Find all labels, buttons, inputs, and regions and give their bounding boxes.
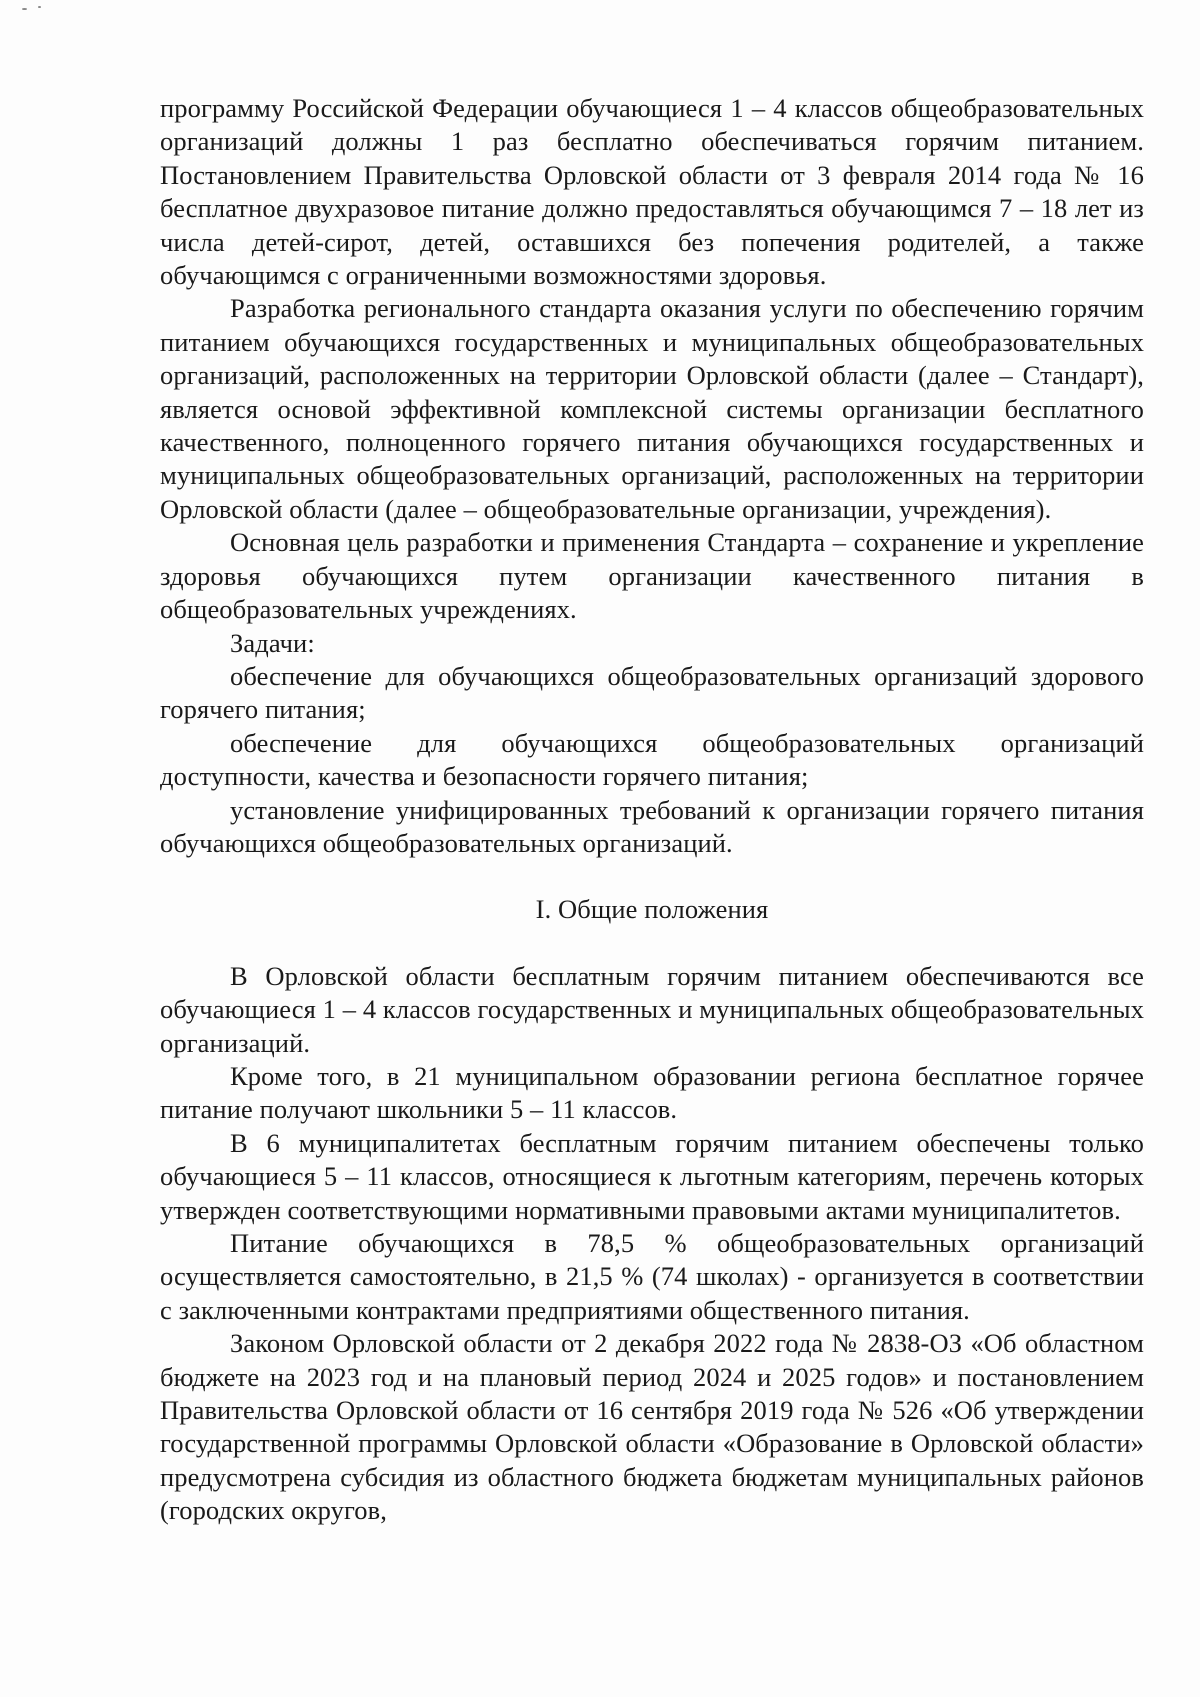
paragraph: Кроме того, в 21 муниципальном образовании региона бесплатное горячее питание получают школьники 5 – 11 классов. (160, 1060, 1144, 1125)
section-heading: I. Общие положения (535, 894, 769, 925)
paragraph: В Орловской области бесплатным горячим питанием обеспечиваются все обучающиеся 1 – 4 классов государственных и муниципальных общеобразовательных организаций. (160, 960, 1144, 1058)
scan-speck (22, 8, 27, 10)
paragraph: Задачи: (230, 627, 315, 658)
paragraph: установление унифицированных требований к организации горячего питания обучающихся общеобразовательных организаций. (160, 794, 1144, 858)
paragraph: обеспечение для обучающихся общеобразовательных организаций доступности, качества и безопасности горячего питания; (160, 727, 1144, 792)
paragraph: Питание обучающихся в 78,5 % общеобразовательных организаций осуществляется самостоятельно, в 21,5 % (74 школах) - организуется в соответствии с заключенными контрактами предприятиями общественного питания. (160, 1228, 1144, 1325)
scan-speck (38, 6, 41, 8)
paragraph: программу Российской Федерации обучающиеся 1 – 4 классов общеобразовательных организаций должны 1 раз бесплатно обеспечиваться горячим питанием. Постановлением Правительства Орловской области от 3 февраля 2014 года № 16 бесплатное двухразовое питание должно предоставляться обучающимся 7 – 18 лет из числа детей-сирот, детей, оставшихся без попечения родителей, а также обучающимся с ограниченными возможностями здоровья. (160, 93, 1144, 291)
paragraph: Законом Орловской области от 2 декабря 2022 года № 2838-ОЗ «Об областном бюджете на 2023 год и на плановый период 2024 и 2025 годов» и постановлением Правительства Орловской области от 16 сентября 2019 года № 526 «Об утверждении государственной программы Орловской области «Образование в Орловской области» предусмотрена субсидия из областного бюджета бюджетам муниципальных районов (городских округов, (160, 1328, 1144, 1526)
paragraph: Разработка регионального стандарта оказания услуги по обеспечению горячим питанием обучающихся государственных и муниципальных общеобразовательных организаций, расположенных на территории Орловской области (далее – Стандарт), является основой эффективной комплексной системы организации бесплатного качественного, полноценного горячего питания обучающихся государственных и муниципальных общеобразовательных организаций, расположенных на территории Орловской области (далее – общеобразовательные организации, учреждения). (160, 293, 1144, 524)
paragraph: Основная цель разработки и применения Стандарта – сохранение и укрепление здоровья обучающихся путем организации качественного питания в общеобразовательных учреждениях. (160, 527, 1144, 625)
paragraph: обеспечение для обучающихся общеобразовательных организаций здорового горячего питания; (160, 660, 1144, 725)
document-body (160, 92, 1144, 1528)
paragraph: В 6 муниципалитетах бесплатным горячим питанием обеспечены только обучающиеся 5 – 11 классов, относящиеся к льготным категориям, перечень которых утвержден соответствующими нормативными правовыми актами муниципалитетов. (160, 1127, 1144, 1225)
